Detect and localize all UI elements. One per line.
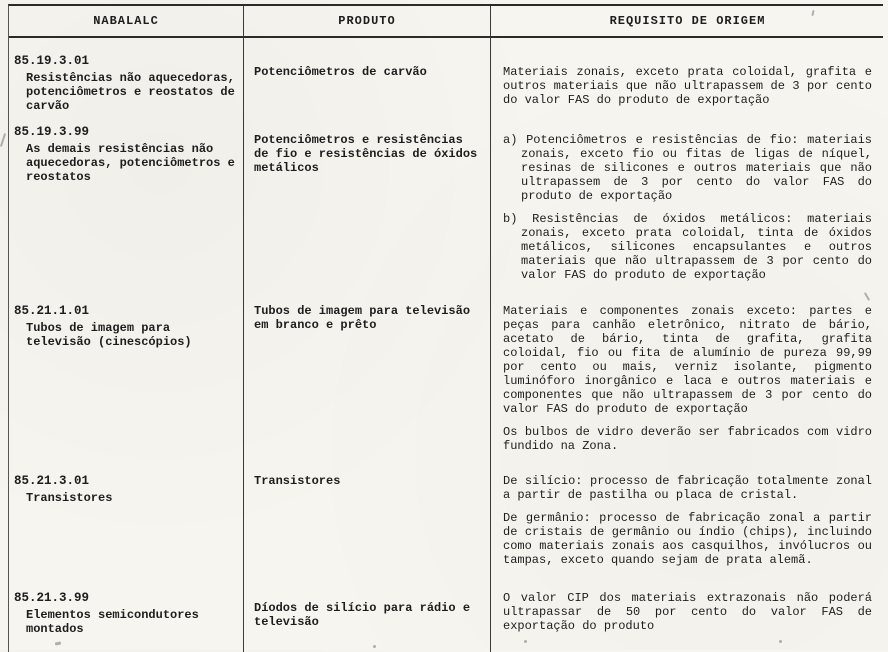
requisito-paragraph: Materiais e componentes zonais exceto: partes e peças para canhão eletrônico, nitrato de bário, acetato de bário, tinta de grafita, grafita coloidal, fio ou fita de alumínio de pureza 99,99 por cento ou mais, verniz isolante, pigmento luminóforo inorgânico e laca e outros materiais e componentes que não ultrapassem de 3 por cento do valor FAS do produto de exportação: [503, 304, 872, 416]
requisito-paragraph: De silício: processo de fabricação totalmente zonal a partir de pastilha ou placa de cristal.: [503, 474, 872, 502]
column-header-nabalalc: NABALALC: [9, 6, 243, 38]
nab-description: As demais resistências não aquecedoras, potenciômetros e reostatos: [26, 142, 235, 184]
nab-cell-row2: [9, 113, 243, 282]
produto-cell-row1: [243, 38, 490, 113]
requisito-cell-row1: [490, 38, 883, 113]
requisito-paragraph: Os bulbos de vidro deverão ser fabricados com vidro fundido na Zona.: [503, 425, 872, 453]
requisito-cell-row4: [490, 453, 883, 567]
nab-cell-row1: [9, 38, 243, 113]
nab-code: 85.21.3.01: [14, 474, 90, 488]
produto-cell-row5: [243, 567, 490, 636]
column-header-requisito: REQUISITO DE ORIGEM: [490, 6, 883, 38]
nab-code: 85.19.3.01: [14, 54, 90, 68]
produto-text: Potenciômetros de carvão: [254, 65, 427, 79]
produto-text: Potenciômetros e resistências de fio e resistências de óxidos metálicos: [254, 133, 478, 175]
nab-description: Resistências não aquecedoras, potenciômetros e reostatos de carvão: [26, 71, 235, 113]
nab-cell-row5: [9, 567, 243, 636]
nab-description: Transistores: [26, 491, 113, 505]
requisito-paragraph-b: b) Resistências de óxidos metálicos: materiais zonais, exceto prata coloidal, tinta de óxidos metálicos, silicones encapsulantes e outros materiais que não ultrapassem de 3 por cento do valor FAS do produto de exportação: [503, 212, 872, 282]
nab-code: 85.21.3.99: [14, 591, 90, 605]
origin-requirements-table: [8, 4, 883, 652]
produto-text: Díodos de silício para rádio e televisão: [254, 601, 471, 629]
produto-text: Tubos de imagem para televisão em branco e prêto: [254, 304, 471, 332]
nab-description: Tubos de imagem para televisão (cinescópios): [26, 321, 192, 349]
requisito-cell-row3: [490, 282, 883, 453]
requisito-paragraph: De germânio: processo de fabricação zonal a partir de cristais de germânio ou índio (chips), incluindo como materiais zonais aos casquilhos, invólucros ou tampas, exceto quando sejam de prata alemã.: [503, 511, 872, 567]
nab-code: 85.19.3.99: [14, 125, 90, 139]
requisito-cell-row2: [490, 113, 883, 282]
produto-text: Transistores: [254, 474, 341, 488]
column-header-produto: PRODUTO: [243, 6, 490, 38]
produto-cell-row3: [243, 282, 490, 453]
nab-description: Elementos semicondutores montados: [26, 608, 199, 636]
nab-code: 85.21.1.01: [14, 304, 90, 318]
scan-artifact: [779, 640, 782, 643]
scan-artifact: [524, 640, 527, 643]
requisito-paragraph: O valor CIP dos materiais extrazonais não poderá ultrapassar de 50 por cento do valor FAS de exportação do produto: [503, 591, 872, 633]
nab-cell-row4: [9, 453, 243, 567]
requisito-paragraph: Materiais zonais, exceto prata coloidal, grafita e outros materiais que não ultrapassem de 3 por cento do valor FAS do produto de exportação: [503, 65, 872, 107]
scan-artifact: [373, 645, 376, 648]
scan-artifact: [0, 133, 6, 147]
requisito-paragraph-a: a) Potenciômetros e resistências de fio: materiais zonais, exceto fio ou fitas de ligas de níquel, resinas de silicones e outros materiais que não ultrapassem de 3 por cento do valor FAS do produto de exportação: [503, 133, 872, 203]
nab-cell-row3: [9, 282, 243, 453]
produto-cell-row4: [243, 453, 490, 567]
requisito-cell-row5: [490, 567, 883, 636]
produto-cell-row2: [243, 113, 490, 282]
